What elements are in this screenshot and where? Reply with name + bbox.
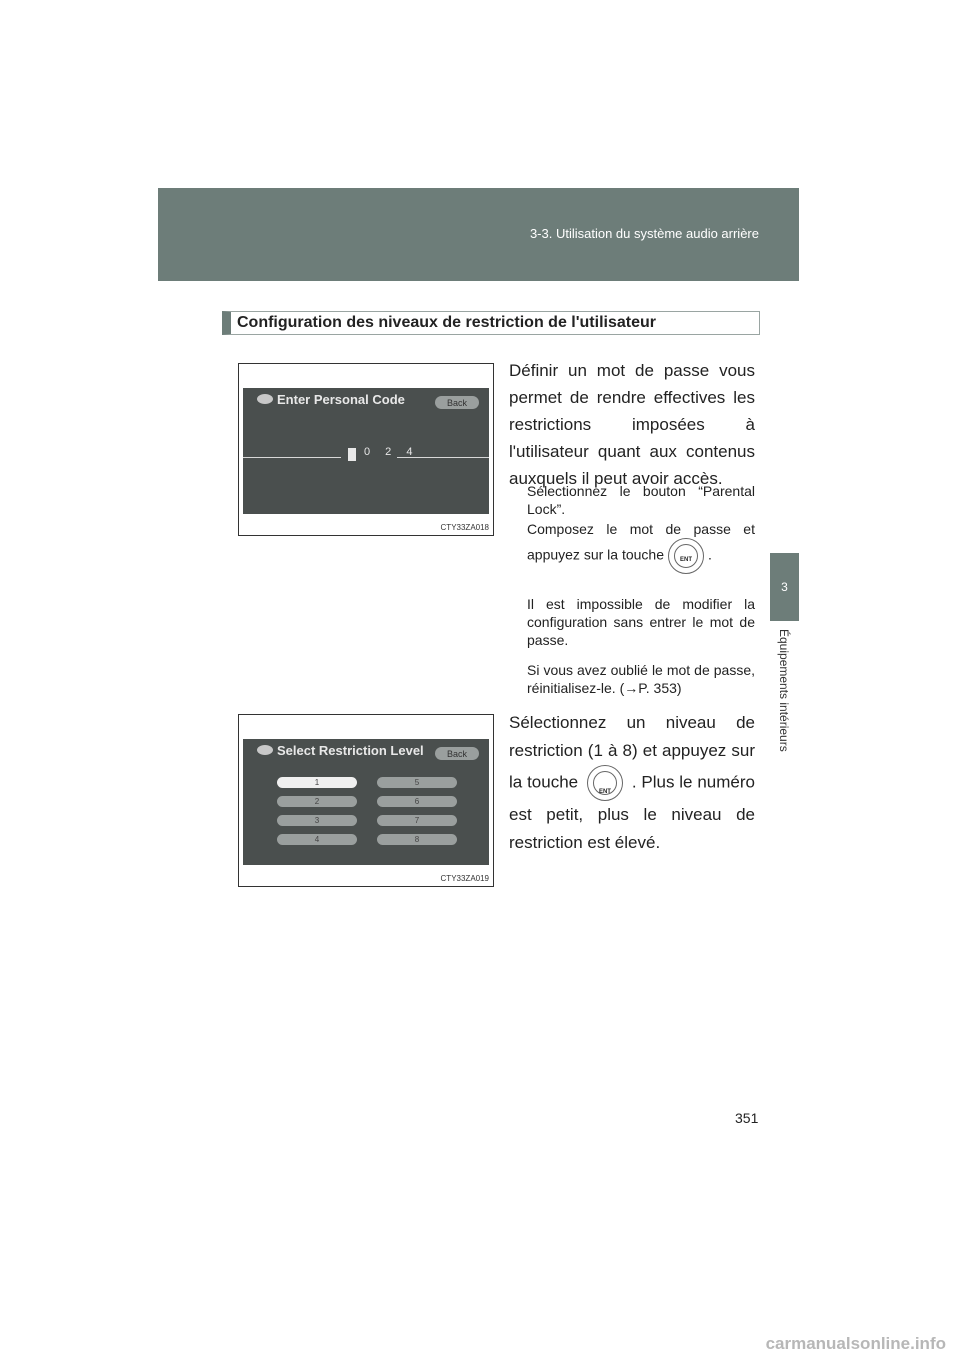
intro-paragraph: Définir un mot de passe vous permet de rendre effectives les restrictions imposées à l'utilisateur quant aux contenus auxquels il peut avoir accès. (509, 361, 755, 488)
screen-restriction-level (243, 739, 489, 865)
code-digits: 0 2 4 (364, 446, 419, 458)
level-button-8: 8 (377, 834, 457, 845)
logo-icon (257, 745, 273, 755)
chapter-label: Équipements intérieurs (777, 629, 791, 752)
level-button-4: 4 (277, 834, 357, 845)
note-1: Il est impossible de modifier la configuration sans entrer le mot de passe. (527, 596, 755, 648)
header-band (158, 188, 799, 281)
section-title: Configuration des niveaux de restriction de l'utilisateur (222, 311, 760, 335)
chapter-title: 3-3. Utilisation du système audio arrière (529, 226, 759, 241)
level-text-a: Sélectionnez un niveau de restriction (1 à 8) et appuyez sur la touche (509, 713, 755, 792)
page-number: 351 (735, 1110, 759, 1126)
level-button-5: 5 (377, 777, 457, 788)
ent-button-icon: ENT (668, 538, 704, 574)
step-1: Sélectionnez le bouton “Parental Lock”. (527, 483, 755, 517)
step-2 (527, 520, 755, 574)
note-2: Si vous avez oublié le mot de passe, réinitialisez-le. (→P. 353) (527, 662, 755, 696)
level-paragraph (509, 709, 755, 857)
screen-title: Select Restriction Level (277, 743, 424, 758)
figure-enter-code (238, 363, 494, 536)
code-line-left (243, 457, 341, 458)
level-button-1: 1 (277, 777, 357, 788)
level-button-3: 3 (277, 815, 357, 826)
level-button-7: 7 (377, 815, 457, 826)
level-text-b: . Plus le numéro est petit, plus le niveau de restriction est élevé. (509, 772, 755, 852)
level-button-6: 6 (377, 796, 457, 807)
screen-enter-code (243, 388, 489, 514)
figure-code: CTY33ZA019 (440, 874, 489, 883)
chapter-number-tab: 3 (770, 553, 799, 621)
back-button: Back (435, 747, 479, 760)
figure-code: CTY33ZA018 (440, 523, 489, 532)
level-button-2: 2 (277, 796, 357, 807)
step-2-end: . (707, 546, 712, 563)
back-button: Back (435, 396, 479, 409)
logo-icon (257, 394, 273, 404)
ent-button-icon: ENT (587, 765, 623, 801)
watermark: carmanualsonline.info (765, 1334, 946, 1353)
cursor-icon (348, 448, 356, 461)
step-2-text: Composez le mot de passe et appuyez sur la touche (527, 521, 755, 563)
screen-title: Enter Personal Code (277, 392, 405, 407)
figure-restriction-level (238, 714, 494, 887)
